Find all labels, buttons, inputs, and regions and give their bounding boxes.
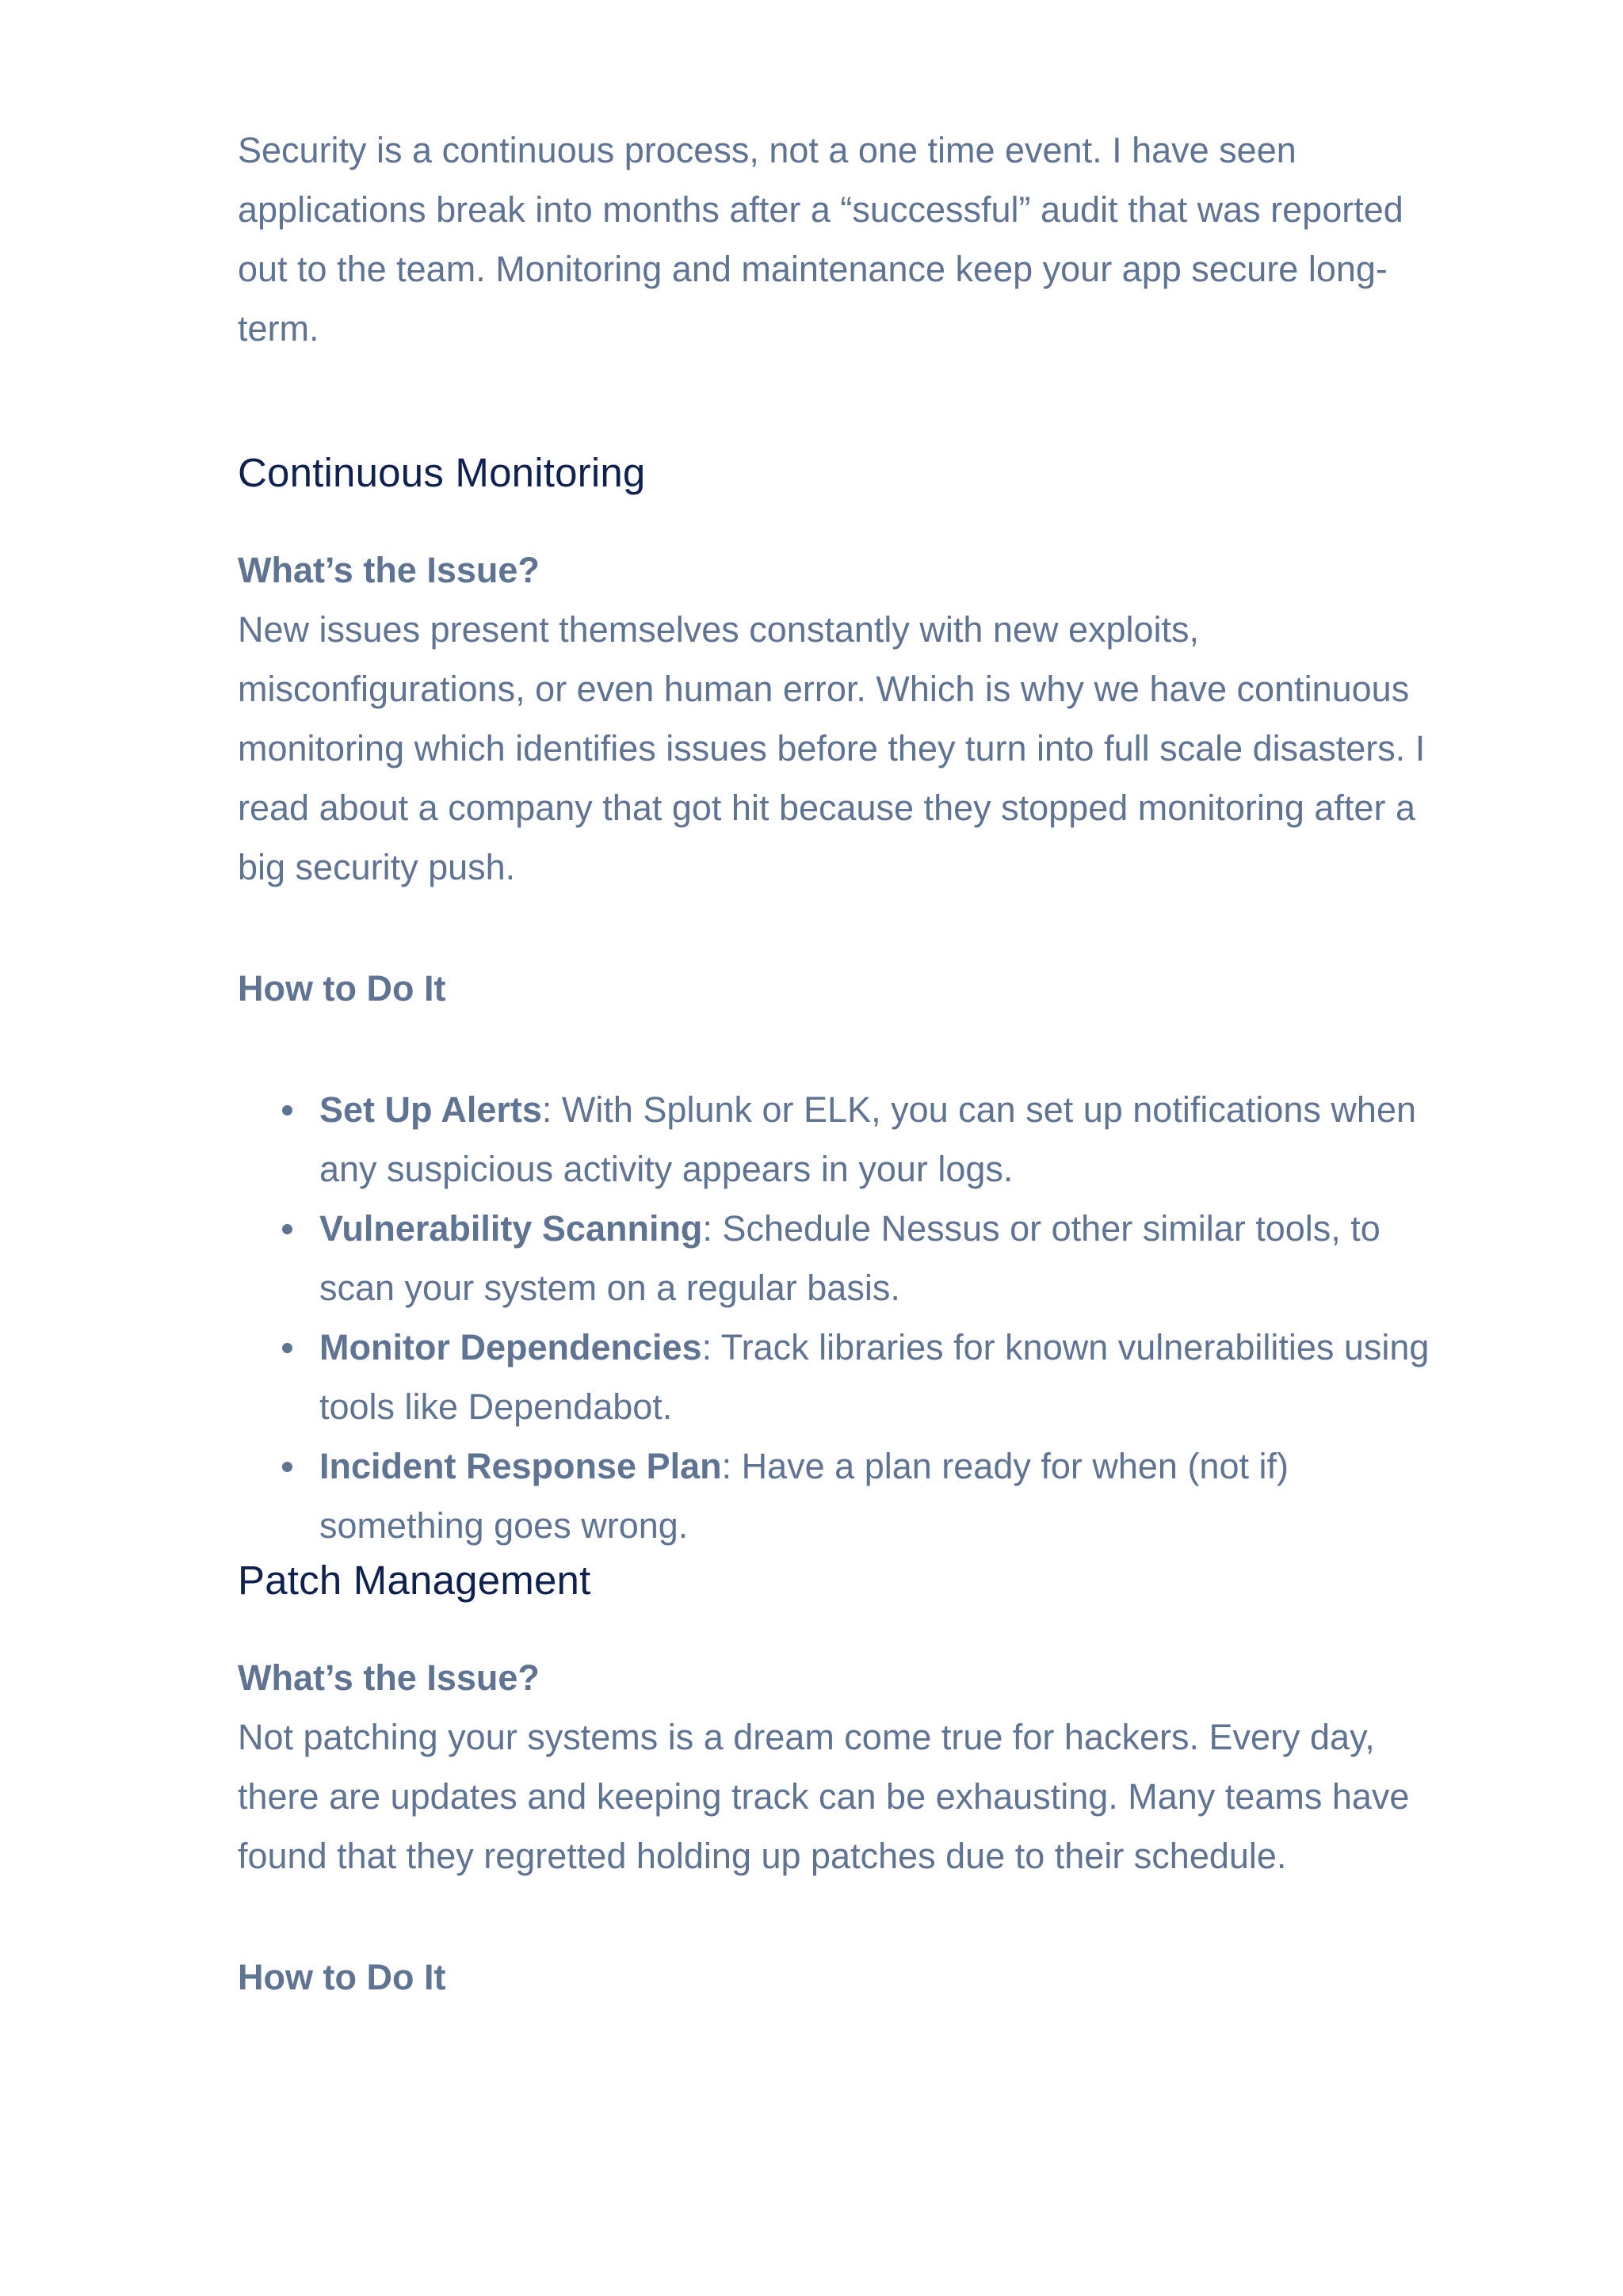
howto-heading: How to Do It	[238, 1957, 446, 1997]
list-item	[238, 1436, 1434, 1555]
bullet-icon	[282, 1224, 292, 1234]
bullet-icon	[282, 1105, 292, 1116]
list-item-text: : Have a plan ready for when (not if) something goes wrong.	[319, 1446, 1289, 1546]
list-item-term: Monitor Dependencies	[319, 1327, 702, 1367]
list-item-term: Vulnerability Scanning	[319, 1208, 703, 1249]
issue-paragraph: Not patching your systems is a dream come true for hackers. Every day, there are updates and keeping track can be exhausting. Many teams have found that they regretted holding up patches due to their schedule.	[238, 1717, 1410, 1876]
list-item-term: Incident Response Plan	[319, 1446, 722, 1486]
list-item	[238, 1318, 1434, 1436]
list-item	[238, 1080, 1434, 1199]
intro-paragraph: Security is a continuous process, not a one time event. I have seen applications break into months after a “successful” audit that was reported out to the team. Monitoring and maintenance keep your app secure long-term.	[238, 130, 1403, 349]
list-item-term: Set Up Alerts	[319, 1089, 542, 1130]
list-item-text: : Schedule Nessus or other similar tools, to scan your system on a regular basis.	[319, 1208, 1381, 1308]
section-heading-continuous-monitoring: Continuous Monitoring	[238, 450, 646, 495]
howto-list	[238, 1080, 1434, 1555]
list-item-text: : With Splunk or ELK, you can set up notifications when any suspicious activity appears in your logs.	[319, 1089, 1416, 1189]
issue-paragraph: New issues present themselves constantly with new exploits, misconfigurations, or even human error. Which is why we have continuous monitoring which identifies issues before they turn into full scale disasters. I read about a company that got hit because they stopped monitoring after a big security push.	[238, 609, 1426, 887]
issue-heading: What’s the Issue?	[238, 1657, 540, 1698]
bullet-icon	[282, 1343, 292, 1353]
issue-heading: What’s the Issue?	[238, 550, 540, 590]
list-item-text: : Track libraries for known vulnerabilities using tools like Dependabot.	[319, 1327, 1430, 1427]
bullet-icon	[282, 1462, 292, 1472]
section-heading-patch-management: Patch Management	[238, 1558, 591, 1603]
howto-heading: How to Do It	[238, 968, 446, 1009]
article-body	[238, 120, 1434, 2007]
list-item	[238, 1199, 1434, 1318]
